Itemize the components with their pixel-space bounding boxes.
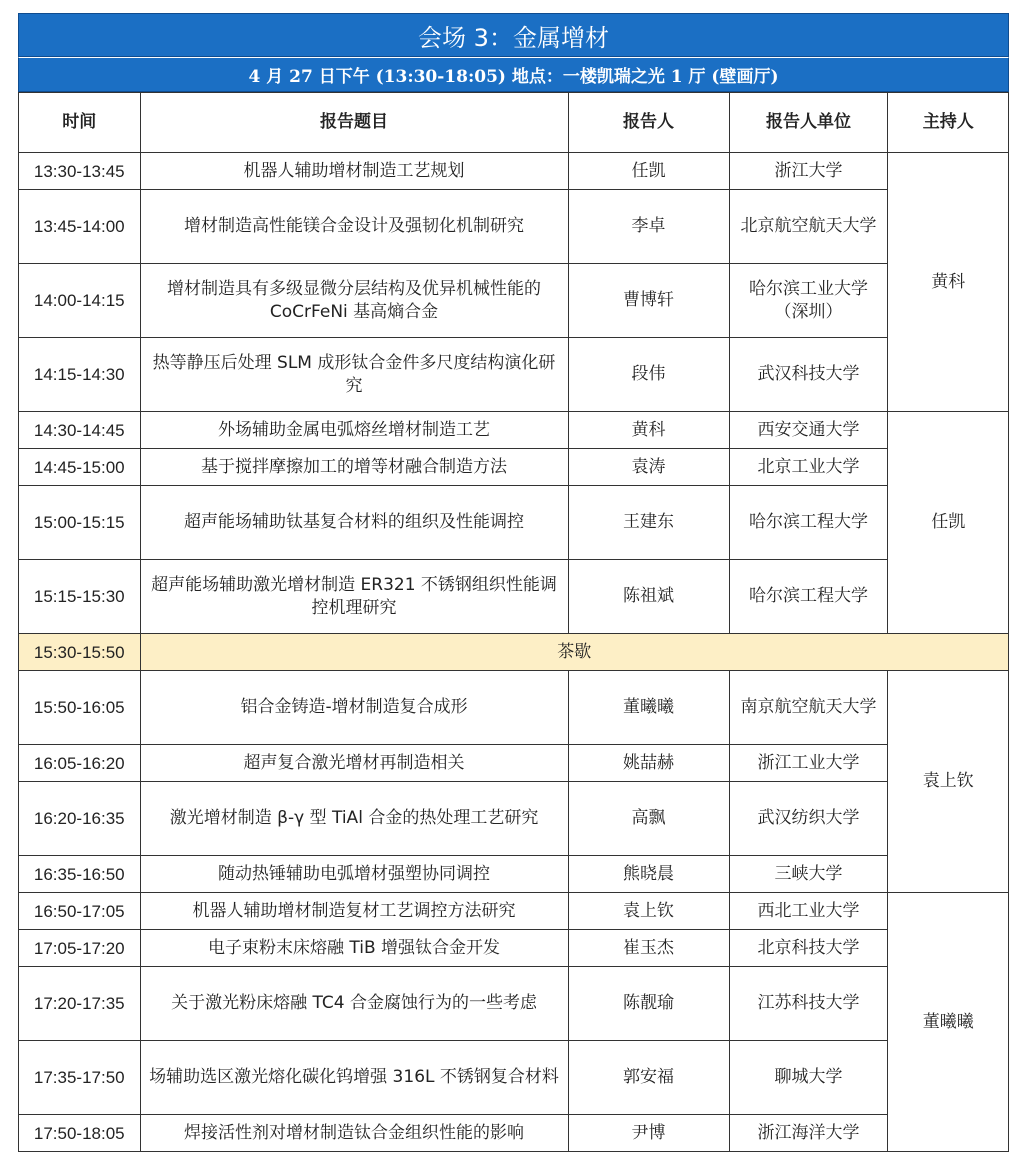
unit-cell: 西北工业大学 — [729, 893, 888, 930]
schedule — [18, 13, 1009, 1152]
col-header-time: 时间 — [19, 93, 141, 153]
topic-cell: 外场辅助金属电弧熔丝增材制造工艺 — [140, 412, 568, 449]
time-cell: 14:15-14:30 — [19, 338, 141, 412]
topic-cell: 超声能场辅助钛基复合材料的组织及性能调控 — [140, 486, 568, 560]
topic-cell: 随动热锤辅助电弧增材强塑协同调控 — [140, 856, 568, 893]
speaker-cell: 姚喆赫 — [568, 745, 729, 782]
time-cell: 13:45-14:00 — [19, 190, 141, 264]
host-cell: 任凯 — [888, 412, 1009, 634]
unit-cell: 武汉纺织大学 — [729, 782, 888, 856]
unit-cell: 哈尔滨工程大学 — [729, 486, 888, 560]
break-label: 茶歇 — [140, 634, 1008, 671]
table-row — [19, 449, 1009, 486]
table-row — [19, 1041, 1009, 1115]
topic-cell: 增材制造具有多级显微分层结构及优异机械性能的 CoCrFeNi 基高熵合金 — [140, 264, 568, 338]
time-cell: 16:05-16:20 — [19, 745, 141, 782]
time-cell: 17:50-18:05 — [19, 1115, 141, 1152]
col-header-unit: 报告人单位 — [729, 93, 888, 153]
unit-cell: 北京工业大学 — [729, 449, 888, 486]
time-cell: 14:45-15:00 — [19, 449, 141, 486]
unit-cell: 三峡大学 — [729, 856, 888, 893]
topic-cell: 激光增材制造 β-γ 型 TiAl 合金的热处理工艺研究 — [140, 782, 568, 856]
break-row — [19, 634, 1009, 671]
table-row — [19, 153, 1009, 190]
topic-cell: 关于激光粉床熔融 TC4 合金腐蚀行为的一些考虑 — [140, 967, 568, 1041]
time-cell: 16:20-16:35 — [19, 782, 141, 856]
speaker-cell: 袁上钦 — [568, 893, 729, 930]
table-row — [19, 671, 1009, 745]
time-cell: 15:50-16:05 — [19, 671, 141, 745]
host-cell: 袁上钦 — [888, 671, 1009, 893]
speaker-cell: 陈祖斌 — [568, 560, 729, 634]
time-cell: 17:20-17:35 — [19, 967, 141, 1041]
topic-cell: 电子束粉末床熔融 TiB 增强钛合金开发 — [140, 930, 568, 967]
unit-cell: 聊城大学 — [729, 1041, 888, 1115]
speaker-cell: 王建东 — [568, 486, 729, 560]
unit-cell: 哈尔滨工程大学 — [729, 560, 888, 634]
col-header-topic: 报告题目 — [140, 93, 568, 153]
unit-cell: 北京科技大学 — [729, 930, 888, 967]
speaker-cell: 熊晓晨 — [568, 856, 729, 893]
unit-cell: 浙江大学 — [729, 153, 888, 190]
unit-cell: 南京航空航天大学 — [729, 671, 888, 745]
topic-cell: 热等静压后处理 SLM 成形钛合金件多尺度结构演化研究 — [140, 338, 568, 412]
topic-cell: 超声复合激光增材再制造相关 — [140, 745, 568, 782]
schedule-table — [18, 92, 1009, 1152]
topic-cell: 增材制造高性能镁合金设计及强韧化机制研究 — [140, 190, 568, 264]
table-row — [19, 782, 1009, 856]
topic-cell: 超声能场辅助激光增材制造 ER321 不锈钢组织性能调控机理研究 — [140, 560, 568, 634]
time-cell: 15:15-15:30 — [19, 560, 141, 634]
table-row — [19, 560, 1009, 634]
speaker-cell: 崔玉杰 — [568, 930, 729, 967]
time-cell: 17:35-17:50 — [19, 1041, 141, 1115]
speaker-cell: 袁涛 — [568, 449, 729, 486]
table-row — [19, 893, 1009, 930]
table-row — [19, 930, 1009, 967]
speaker-cell: 曹博轩 — [568, 264, 729, 338]
time-cell: 15:00-15:15 — [19, 486, 141, 560]
speaker-cell: 郭安福 — [568, 1041, 729, 1115]
topic-cell: 焊接活性剂对增材制造钛合金组织性能的影响 — [140, 1115, 568, 1152]
speaker-cell: 黄科 — [568, 412, 729, 449]
topic-cell: 机器人辅助增材制造工艺规划 — [140, 153, 568, 190]
table-row — [19, 856, 1009, 893]
unit-cell: 江苏科技大学 — [729, 967, 888, 1041]
break-time-cell: 15:30-15:50 — [19, 634, 141, 671]
table-row — [19, 1115, 1009, 1152]
speaker-cell: 尹博 — [568, 1115, 729, 1152]
table-row — [19, 745, 1009, 782]
time-cell: 14:30-14:45 — [19, 412, 141, 449]
col-header-speaker: 报告人 — [568, 93, 729, 153]
unit-cell: 哈尔滨工业大学（深圳） — [729, 264, 888, 338]
time-cell: 16:50-17:05 — [19, 893, 141, 930]
table-row — [19, 412, 1009, 449]
header-row — [19, 93, 1009, 153]
topic-cell: 机器人辅助增材制造复材工艺调控方法研究 — [140, 893, 568, 930]
unit-cell: 浙江海洋大学 — [729, 1115, 888, 1152]
speaker-cell: 任凯 — [568, 153, 729, 190]
table-row — [19, 338, 1009, 412]
speaker-cell: 段伟 — [568, 338, 729, 412]
time-cell: 17:05-17:20 — [19, 930, 141, 967]
host-cell: 黄科 — [888, 153, 1009, 412]
table-row — [19, 486, 1009, 560]
unit-cell: 浙江工业大学 — [729, 745, 888, 782]
host-cell: 董曦曦 — [888, 893, 1009, 1152]
table-row — [19, 190, 1009, 264]
time-cell: 13:30-13:45 — [19, 153, 141, 190]
speaker-cell: 董曦曦 — [568, 671, 729, 745]
speaker-cell: 陈靓瑜 — [568, 967, 729, 1041]
topic-cell: 场辅助选区激光熔化碳化钨增强 316L 不锈钢复合材料 — [140, 1041, 568, 1115]
time-cell: 14:00-14:15 — [19, 264, 141, 338]
session-subtitle: 4 月 27 日下午 (13:30-18:05) 地点：一楼凯瑞之光 1 厅 (壁画厅) — [18, 57, 1009, 92]
speaker-cell: 高飘 — [568, 782, 729, 856]
speaker-cell: 李卓 — [568, 190, 729, 264]
topic-cell: 基于搅拌摩擦加工的增等材融合制造方法 — [140, 449, 568, 486]
table-row — [19, 967, 1009, 1041]
time-cell: 16:35-16:50 — [19, 856, 141, 893]
col-header-host: 主持人 — [888, 93, 1009, 153]
session-title: 会场 3：金属增材 — [18, 13, 1009, 57]
topic-cell: 铝合金铸造-增材制造复合成形 — [140, 671, 568, 745]
unit-cell: 武汉科技大学 — [729, 338, 888, 412]
unit-cell: 西安交通大学 — [729, 412, 888, 449]
unit-cell: 北京航空航天大学 — [729, 190, 888, 264]
table-row — [19, 264, 1009, 338]
